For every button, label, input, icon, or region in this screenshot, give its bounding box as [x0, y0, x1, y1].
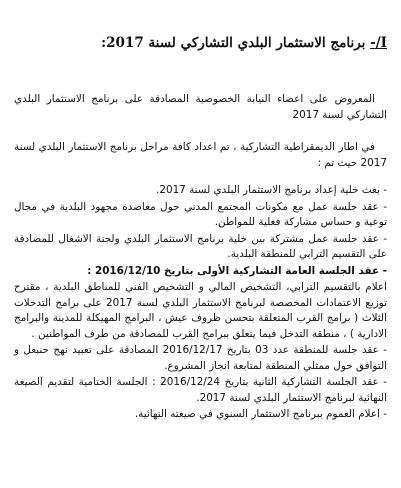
- list-item: اعلام بالتقسيم الترابي، التشخيص المالي و التشخيص الفني للمناطق البلدية ، مقترح توزيع الاعتمادات المخصصة لبرنامج الاستثمار البلدي لسنة 2017 على برامج التدخلات الثلاث ( برامج القرب المتعلقة بتحسن ظروف عيش ، البرامج المهيكلة للمدينة والبرامج الادارية ) ، منطقة التدخل فيما يتعلق ببرامج القرب للمصادقة من طرف المواطنين .: [14, 281, 387, 340]
- context-paragraph: في اطار الديمقراطية التشاركية ، تم اعداد كافة مراحل برنامج الاستثمار البلدي لسنة 2017 حيث تم :: [14, 141, 387, 169]
- section-heading: [14, 34, 387, 52]
- steps-list: [14, 183, 387, 423]
- list-item: - اعلام العموم ببرنامج الاستثمار السنوي في صيغته النهائية.: [134, 408, 387, 420]
- document-page: [14, 34, 387, 424]
- heading-number: I/-: [370, 35, 387, 51]
- list-item: - عقد الجلسة العامة التشاركية الأولى بتاريخ 2016/12/10 :: [87, 264, 387, 277]
- list-item: - عقد جلسة عمل مشتركة بين خلية برنامج الاستثمار البلدي ولجنة الاشغال للمصادقة على التقسيم الترابي للمنطقة البلدية.: [14, 232, 387, 260]
- list-item: - عقد جلسة للمنطقة عدد 03 بتاريخ 2016/12/17 المصادقة على تعبيد نهج حنبعل و التوافق حول ممثلي المنطقة لمتابعة انجاز المشروع.: [14, 344, 387, 372]
- heading-text: برنامج الاستثمار البلدي التشاركي لسنة 2017:: [101, 35, 366, 51]
- list-item: - عقد الجلسة التشاركية الثانية بتاريخ 2016/12/24 : الجلسة الختامية لتقديم الصيغة النهائية لبرنامج الاستثمار البلدي لسنة 2017.: [14, 376, 387, 404]
- intro-paragraph: المعروض على اعضاء النيابة الخصوصية المصادقة على برنامج الاستثمار البلدي التشاركي لسنة 2017: [14, 93, 387, 121]
- list-item: - بعث خلية إعداد برنامج الاستثمار البلدي لسنة 2017.: [156, 184, 387, 196]
- list-item: - عقد جلسة عمل مع مكونات المجتمع المدني حول معاضدة مجهود البلدية في مجال توعية و حساس مشاركة فعلية للمواطن.: [14, 200, 387, 228]
